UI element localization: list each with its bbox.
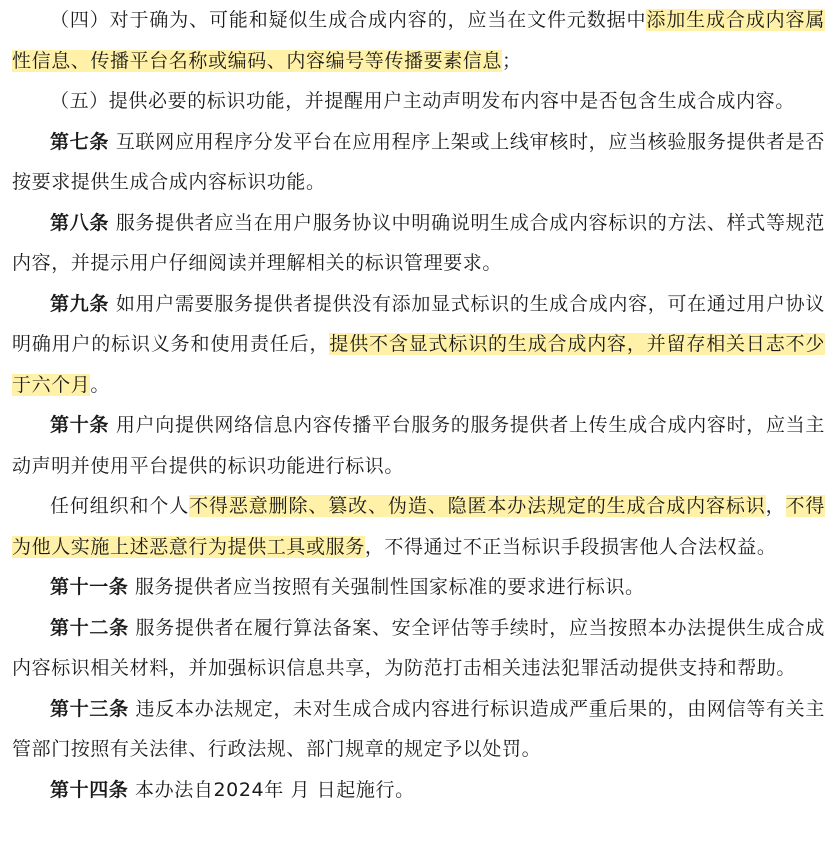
- article-number: 第九条: [50, 292, 110, 315]
- paragraph-article-13: [12, 689, 825, 770]
- highlighted-text: 添加生成合成内容属性信息、传播平台名称或编码、内容编号等传播要素信息: [12, 9, 825, 72]
- paragraph-text: 本办法自2024年 月 日起施行。: [128, 778, 415, 801]
- paragraph-text: ，不得通过不正当标识手段损害他人合法权益。: [364, 535, 777, 558]
- paragraph-text: （四）对于确为、可能和疑似生成合成内容的，应当在文件元数据中: [50, 9, 647, 31]
- article-number: 第十三条: [50, 697, 129, 720]
- article-number: 第八条: [50, 211, 110, 234]
- paragraph-text: 服务提供者应当按照有关强制性国家标准的要求进行标识。: [128, 576, 645, 598]
- article-number: 第十一条: [50, 576, 129, 598]
- paragraph-text: 任何组织和个人: [50, 495, 190, 517]
- paragraph-text: 如用户需要服务提供者提供没有添加显式标识的生成合成内容，可在通过用户协议明确用户的标识义务和使用责任后，: [12, 292, 825, 355]
- paragraph-article-10: [12, 405, 825, 486]
- paragraph-text: 服务提供者应当在用户服务协议中明确说明生成合成内容标识的方法、样式等规范内容，并提示用户仔细阅读并理解相关的标识管理要求。: [12, 211, 825, 274]
- paragraph-item-5: [12, 81, 825, 122]
- highlighted-text: 不得恶意删除、篡改、伪造、隐匿本办法规定的生成合成内容标识: [189, 495, 766, 517]
- paragraph-text: （五）提供必要的标识功能，并提醒用户主动声明发布内容中是否包含生成合成内容。: [50, 90, 795, 112]
- paragraph-text: 互联网应用程序分发平台在应用程序上架或上线审核时，应当核验服务提供者是否按要求提供生成合成内容标识功能。: [12, 130, 825, 193]
- article-number: 第十四条: [50, 778, 129, 801]
- paragraph-text: ，: [765, 495, 786, 517]
- paragraph-article-9: [12, 284, 825, 406]
- paragraph-article-12: [12, 608, 825, 689]
- paragraph-text: ；: [502, 49, 522, 72]
- paragraph-text: 。: [90, 373, 111, 396]
- paragraph-item-4: [12, 0, 825, 81]
- paragraph-article-11: [12, 567, 825, 608]
- paragraph-text: 服务提供者在履行算法备案、安全评估等手续时，应当按照本办法提供生成合成内容标识相关材料，并加强标识信息共享，为防范打击相关违法犯罪活动提供支持和帮助。: [12, 616, 825, 679]
- paragraph-text: 用户向提供网络信息内容传播平台服务的服务提供者上传生成合成内容时，应当主动声明并使用平台提供的标识功能进行标识。: [12, 414, 825, 477]
- article-number: 第十条: [50, 414, 110, 436]
- paragraph-article-7: [12, 122, 825, 203]
- highlighted-text: 提供不含显式标识的生成合成内容，并留存相关日志不少于六个月: [12, 333, 825, 396]
- highlighted-text: 不得为他人实施上述恶意行为提供工具或服务: [12, 495, 826, 558]
- paragraph-article-10-p2: [12, 486, 825, 567]
- paragraph-article-14: [12, 770, 825, 811]
- article-number: 第七条: [50, 130, 110, 153]
- paragraph-text: 违反本办法规定，未对生成合成内容进行标识造成严重后果的，由网信等有关主管部门按照有关法律、行政法规、部门规章的规定予以处罚。: [12, 697, 825, 760]
- paragraph-article-8: [12, 203, 825, 284]
- article-number: 第十二条: [50, 616, 129, 639]
